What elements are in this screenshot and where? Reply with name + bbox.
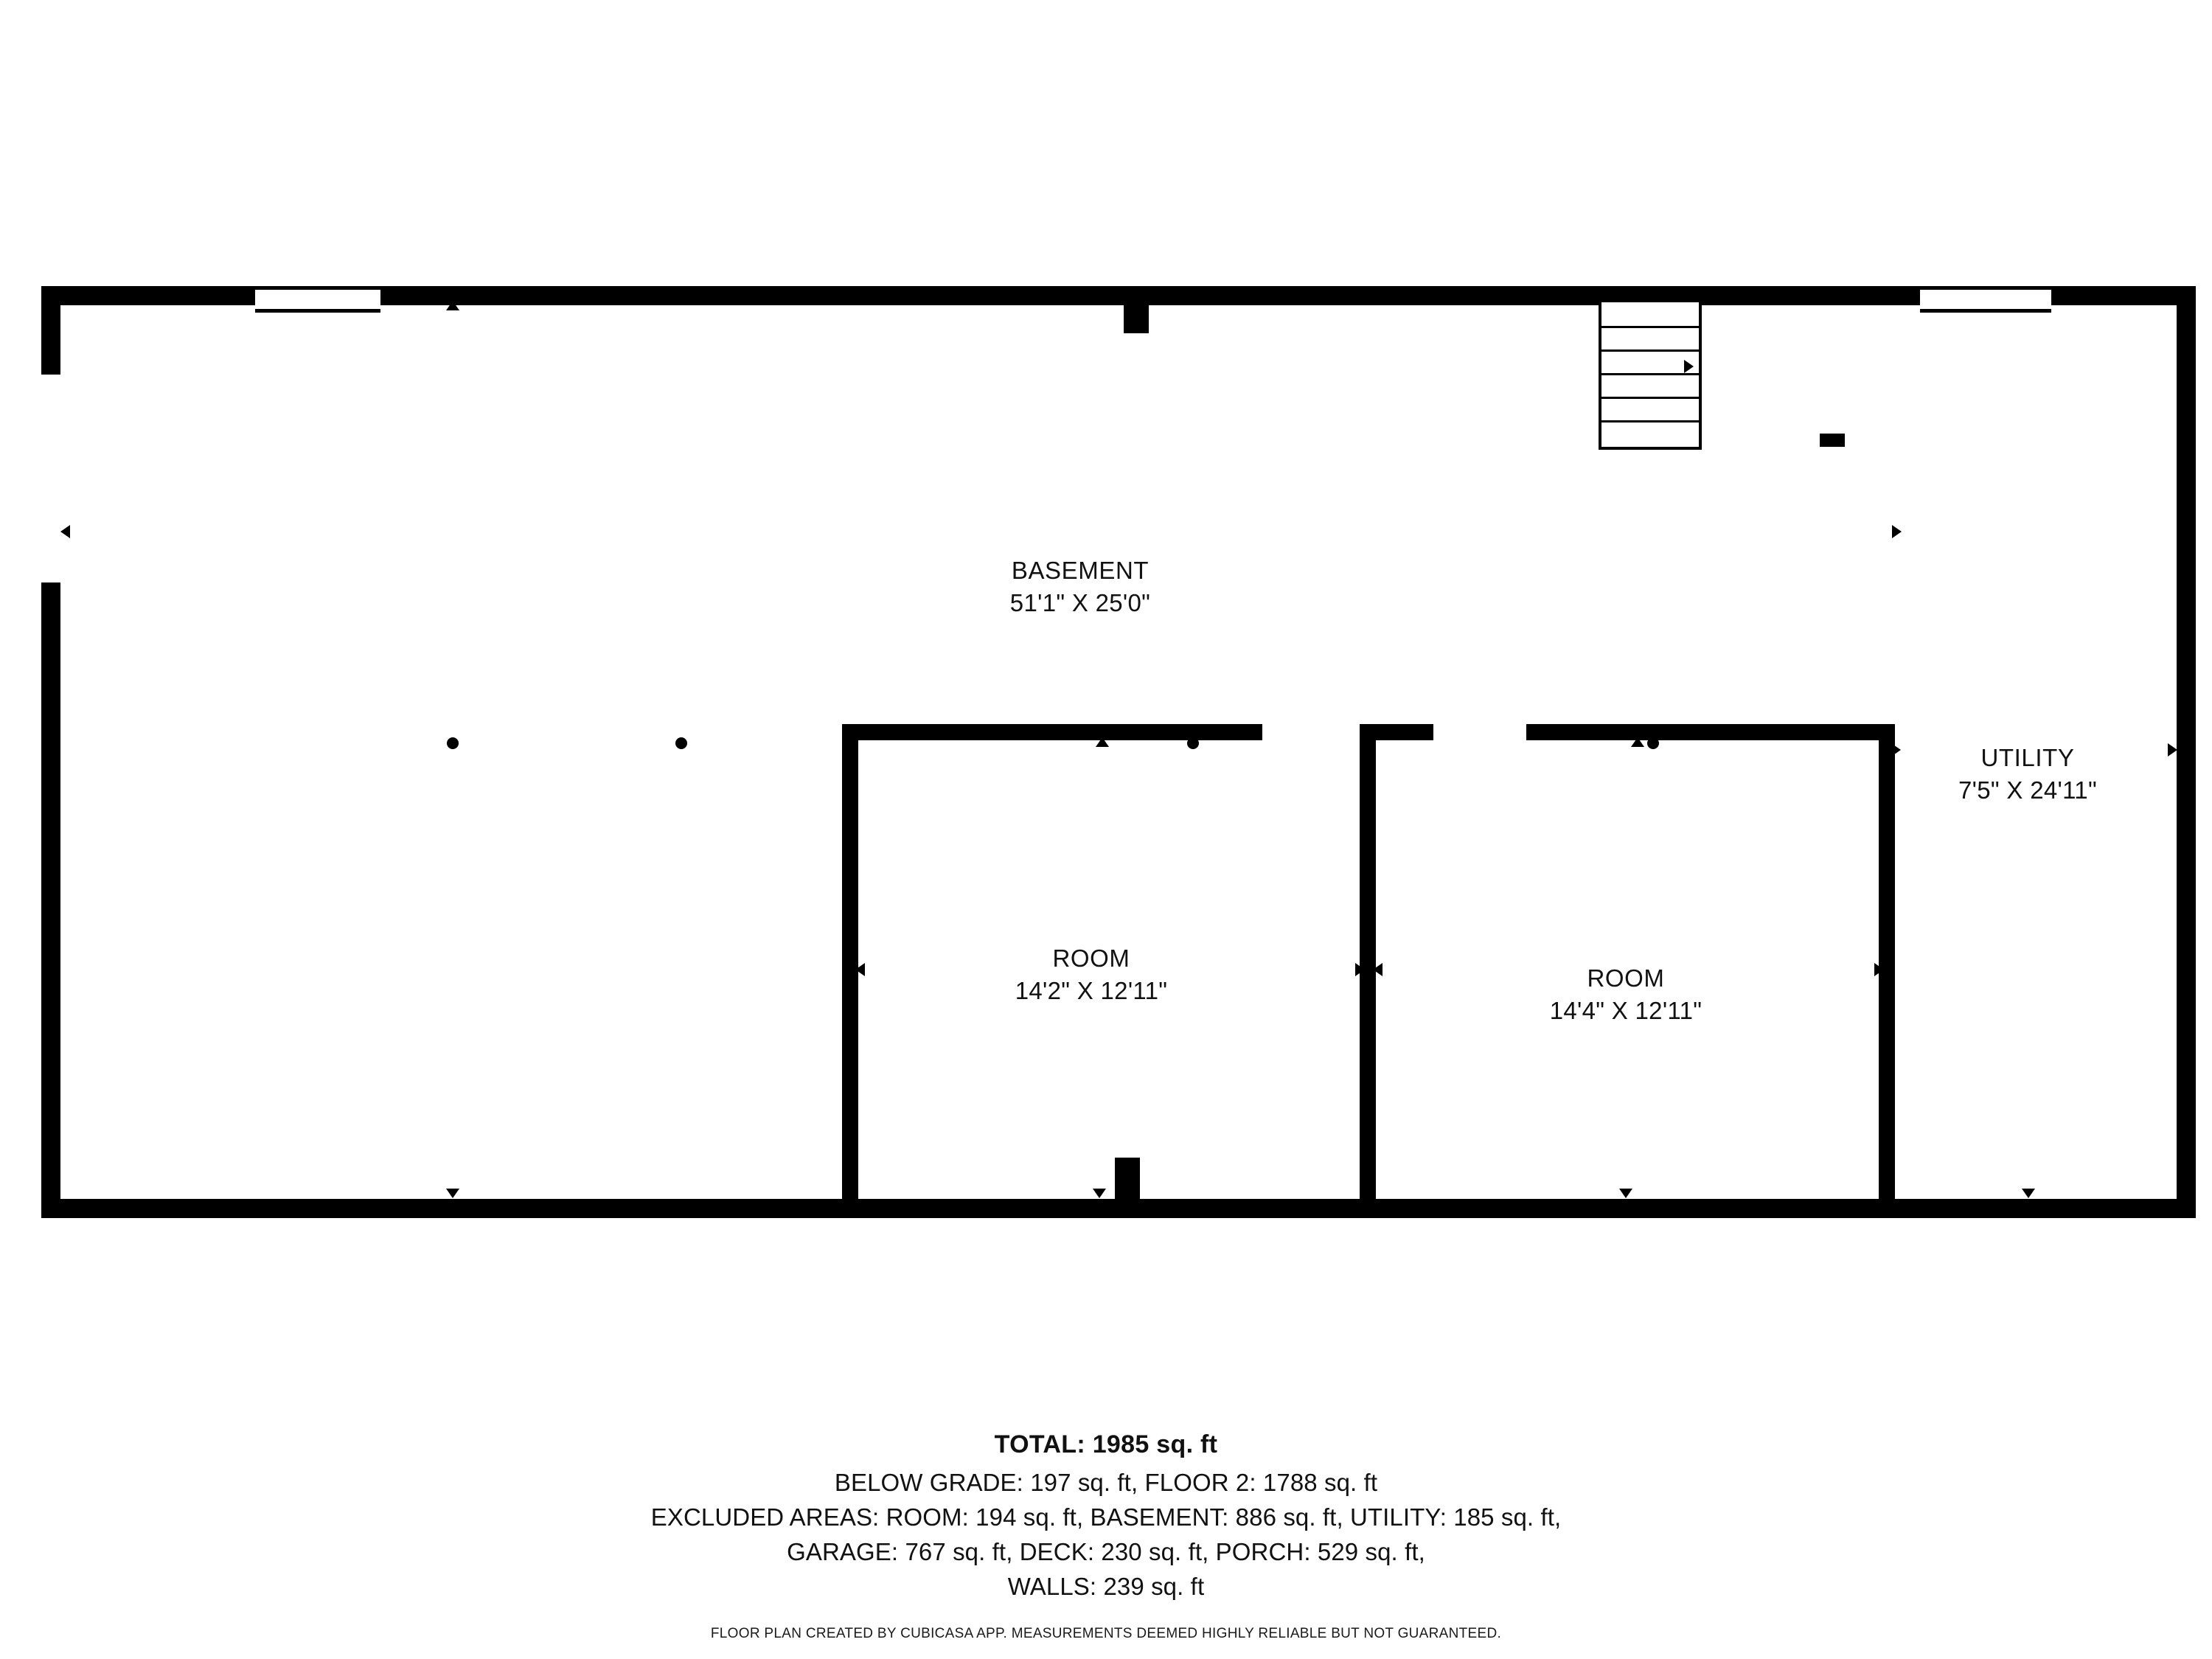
wall-marker-arrow <box>446 301 459 310</box>
room-label-room-1 <box>1015 942 1168 1006</box>
interior-wall-room1-top <box>842 724 1262 740</box>
door-jamb-room1-bottom <box>1115 1158 1140 1200</box>
window-top-right <box>1920 286 2051 313</box>
wall-marker-arrow <box>1355 963 1365 976</box>
wall-block-mark <box>1820 434 1845 447</box>
room-name: UTILITY <box>1980 744 2075 771</box>
fixture-dot <box>1647 737 1659 749</box>
wall-marker-arrow <box>60 525 70 538</box>
wall-marker-arrow <box>2168 743 2177 757</box>
stair-step <box>1601 326 1699 328</box>
room-label-utility <box>1958 742 2097 806</box>
wall-marker-arrow <box>1373 963 1382 976</box>
interior-wall-room2-top-right <box>1526 724 1895 740</box>
room-dimensions: 14'4" X 12'11" <box>1549 996 1703 1024</box>
excluded-areas-line-2: GARAGE: 767 sq. ft, DECK: 230 sq. ft, PORCH: 529 sq. ft, <box>787 1537 1425 1565</box>
structural-column-top <box>1124 305 1149 333</box>
fixture-dot <box>447 737 459 749</box>
exterior-door-left <box>41 375 60 582</box>
stair-step <box>1601 420 1699 422</box>
room-dimensions: 14'2" X 12'11" <box>1015 976 1168 1004</box>
room-name: BASEMENT <box>1011 557 1150 584</box>
wall-marker-arrow <box>446 1189 459 1198</box>
exterior-wall-left-lower <box>41 582 60 1218</box>
room-dimensions: 51'1" X 25'0" <box>1009 588 1151 616</box>
exterior-wall-right <box>2177 286 2196 1218</box>
total-area: TOTAL: 1985 sq. ft <box>994 1430 1218 1458</box>
exterior-wall-bottom <box>41 1199 2196 1218</box>
disclaimer-text: FLOOR PLAN CREATED BY CUBICASA APP. MEASUREMENTS DEEMED HIGHLY RELIABLE BUT NOT GUARANTEED. <box>710 1626 1502 1642</box>
staircase <box>1599 299 1702 450</box>
wall-marker-arrow <box>1891 743 1901 757</box>
area-summary <box>0 1430 2212 1642</box>
stair-step <box>1601 397 1699 399</box>
wall-marker-arrow <box>1874 963 1884 976</box>
fixture-dot <box>675 737 687 749</box>
exterior-wall-left-upper <box>41 286 60 375</box>
room-label-basement <box>1010 554 1150 619</box>
window-top-left <box>255 286 380 313</box>
room-name: ROOM <box>1587 964 1665 992</box>
wall-marker-arrow <box>855 963 865 976</box>
wall-marker-arrow <box>1619 1189 1632 1198</box>
stair-step <box>1601 349 1699 352</box>
room-dimensions: 7'5" X 24'11" <box>1958 776 2097 804</box>
stair-direction-arrow <box>1684 360 1694 373</box>
fixture-dot <box>1187 737 1199 749</box>
room-label-room-2 <box>1550 962 1703 1026</box>
below-grade-line: BELOW GRADE: 197 sq. ft, FLOOR 2: 1788 sq. ft <box>834 1469 1378 1496</box>
exterior-wall-top-left <box>41 286 255 305</box>
walls-line: WALLS: 239 sq. ft <box>1007 1572 1205 1600</box>
room-name: ROOM <box>1052 945 1130 972</box>
wall-marker-arrow <box>1093 1189 1106 1198</box>
exterior-wall-top-right <box>2051 286 2196 305</box>
excluded-areas-line-1: EXCLUDED AREAS: ROOM: 194 sq. ft, BASEMENT: 886 sq. ft, UTILITY: 185 sq. ft, <box>650 1503 1562 1531</box>
wall-marker-arrow <box>1096 737 1109 747</box>
wall-marker-arrow <box>1631 737 1644 747</box>
wall-marker-arrow <box>2022 1189 2035 1198</box>
stair-step <box>1601 373 1699 375</box>
wall-marker-arrow <box>1892 525 1902 538</box>
